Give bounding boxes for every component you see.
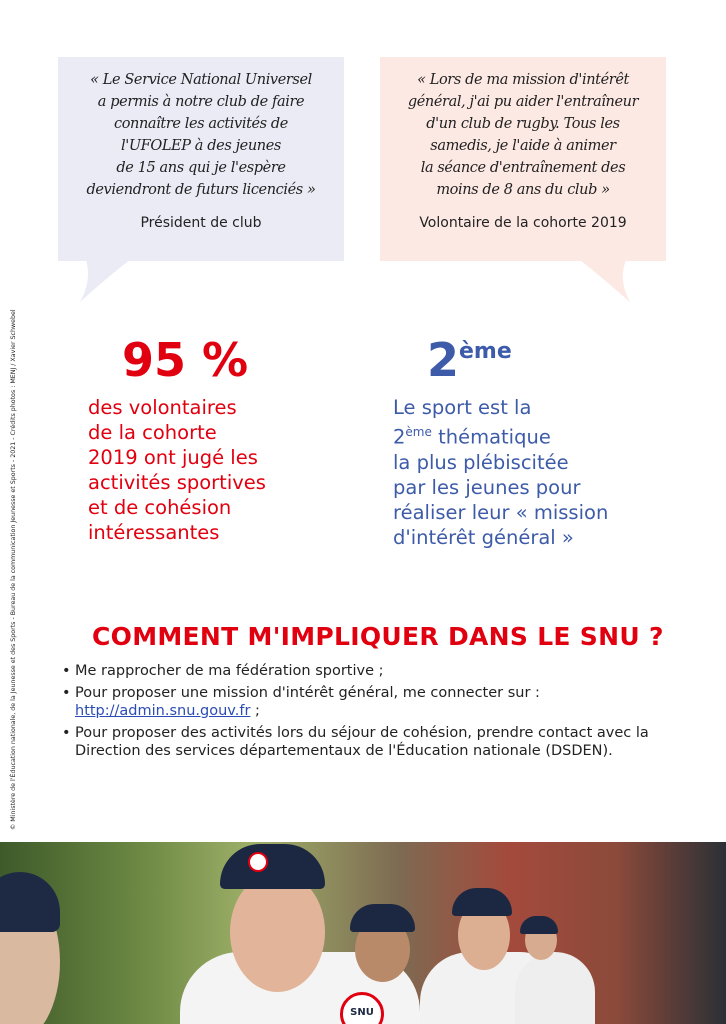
stat-sup: ème [405, 425, 432, 439]
quote-line: l'UFOLEP à des jeunes [121, 138, 281, 154]
quote-line: connaître les activités de [113, 116, 288, 132]
quote-line: de 15 ans qui je l'espère [116, 160, 286, 176]
stat-line: de la cohorte [88, 421, 217, 444]
stat-description [88, 395, 266, 545]
stat-line: réaliser leur « mission [393, 500, 609, 524]
quote-line: général, j'ai pu aider l'entraîneur [407, 94, 639, 110]
volunteers-running-photo [0, 842, 726, 1024]
list-item: • Pour proposer des activités lors du séjour de cohésion, prendre contact avec la Direction des services départementaux de l'Éducation nationale (DSDEN). [62, 724, 682, 761]
stat-95-percent [88, 333, 266, 545]
stat-line: thématique [431, 425, 551, 449]
stat-line: par les jeunes pour [393, 475, 581, 499]
quote-president [58, 57, 344, 261]
stat-line: 2019 ont jugé les [88, 446, 258, 469]
speech-bubble-tail [580, 260, 630, 305]
stat-line: des volontaires [88, 396, 237, 419]
stat-line: activités sportives [88, 471, 266, 494]
quote-author: Président de club [140, 215, 262, 231]
snu-logo: SNU [340, 992, 384, 1024]
speech-bubble-tail [80, 260, 130, 305]
quote-text [380, 57, 666, 201]
list-item-text: Pour proposer une mission d'intérêt général, me connecter sur : [75, 684, 540, 701]
quote-text [58, 57, 344, 201]
photo-credit: © Ministère de l'Éducation nationale, de la Jeunesse et des Sports - Bureau de la communication Jeunesse et Sports - 2021 - Crédits photos : MENJ / Xavier Schwebel [10, 309, 17, 830]
quote-line: deviendront de futurs licenciés » [86, 182, 316, 198]
section-title: COMMENT M'IMPLIQUER DANS LE SNU ? [92, 622, 664, 651]
list-item [62, 684, 682, 721]
quote-line: moins de 8 ans du club » [436, 182, 610, 198]
quote-line: samedis, je l'aide à animer [430, 138, 616, 154]
quote-author: Volontaire de la cohorte 2019 [419, 215, 627, 231]
stat-line: intéressantes [88, 521, 220, 544]
stat-line: la plus plébiscitée [393, 450, 569, 474]
stat-line: et de cohésion [88, 496, 232, 519]
stat-line: Le sport est la [393, 396, 532, 419]
admin-snu-link[interactable]: http://admin.snu.gouv.fr [75, 703, 251, 719]
stat-line: d'intérêt général » [393, 525, 574, 549]
stat-description [393, 395, 608, 550]
list-item: • Me rapprocher de ma fédération sportive ; [62, 662, 682, 681]
list-item-text: ; [250, 703, 260, 719]
how-to-list [62, 662, 682, 764]
quote-line: la séance d'entraînement des [420, 160, 626, 176]
stat-value-sup: ème [459, 339, 512, 364]
quote-line: « Lors de ma mission d'intérêt [417, 72, 629, 88]
quote-line: a permis à notre club de faire [97, 94, 305, 110]
quote-line: « Le Service National Universel [90, 72, 312, 88]
quote-line: d'un club de rugby. Tous les [426, 116, 620, 132]
quote-volunteer [380, 57, 666, 261]
stat-value: 95 % [122, 333, 249, 387]
stat-2nd-theme [393, 333, 608, 550]
stat-value: 2 [427, 333, 460, 387]
stat-line: 2 [393, 425, 406, 449]
